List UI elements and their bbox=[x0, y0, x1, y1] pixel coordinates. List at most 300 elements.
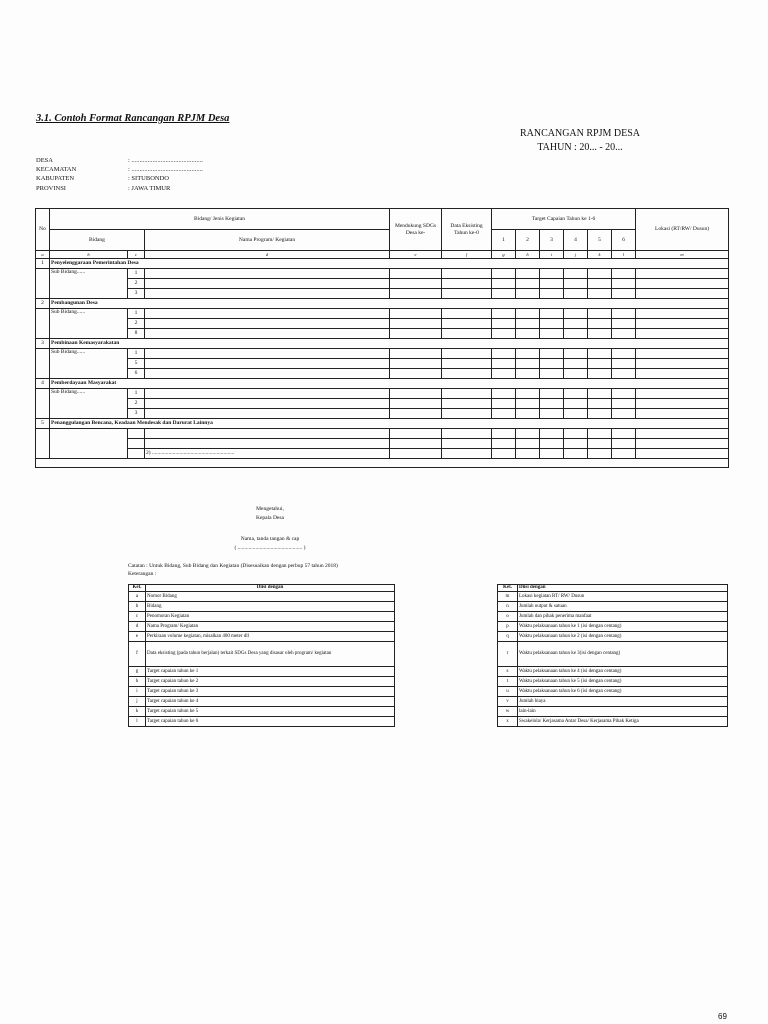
header-year-2: 2 bbox=[516, 230, 540, 251]
column-letter: i bbox=[540, 251, 564, 259]
item-number: 1 bbox=[128, 269, 145, 279]
data-cell bbox=[390, 369, 442, 379]
ket-code: p bbox=[498, 622, 518, 632]
header-lokasi: Lokasi (RT/RW/ Dusun) bbox=[636, 209, 729, 251]
data-cell bbox=[636, 399, 729, 409]
data-cell bbox=[442, 289, 492, 299]
group-number: 2 bbox=[36, 299, 50, 309]
ket-header: Ket. bbox=[129, 585, 146, 592]
column-letter: c bbox=[128, 251, 145, 259]
data-cell bbox=[492, 389, 516, 399]
item-number bbox=[128, 439, 145, 449]
keterangan-row bbox=[498, 707, 728, 717]
data-cell bbox=[612, 389, 636, 399]
data-cell bbox=[564, 429, 588, 439]
data-cell bbox=[540, 269, 564, 279]
data-cell bbox=[516, 359, 540, 369]
data-cell bbox=[540, 399, 564, 409]
header-eksisting: Data Eksisting Tahun ke-0 bbox=[442, 209, 492, 251]
sub-bidang-label: Sub Bidang...... bbox=[50, 309, 128, 339]
ket-code: c bbox=[129, 612, 146, 622]
column-letter: a bbox=[36, 251, 50, 259]
item-number: 1 bbox=[128, 389, 145, 399]
data-cell bbox=[442, 389, 492, 399]
data-cell bbox=[564, 349, 588, 359]
data-cell bbox=[390, 439, 442, 449]
data-cell bbox=[492, 399, 516, 409]
ket-description: Jumlah output & satuan bbox=[518, 602, 728, 612]
ket-description: Target capaian tahun ke 6 bbox=[146, 717, 395, 727]
keterangan-header-row bbox=[498, 585, 728, 592]
data-cell bbox=[390, 399, 442, 409]
keterangan-row bbox=[129, 667, 395, 677]
program-name-cell bbox=[145, 279, 390, 289]
group-name: Pembangunan Desa bbox=[50, 299, 729, 309]
spacer-cell bbox=[36, 269, 50, 299]
keterangan-row bbox=[498, 667, 728, 677]
table-header-row bbox=[36, 230, 729, 251]
item-number: 6 bbox=[128, 369, 145, 379]
keterangan-row bbox=[498, 612, 728, 622]
ket-description: lain-lain bbox=[518, 707, 728, 717]
program-row bbox=[36, 309, 729, 319]
region-info bbox=[36, 156, 203, 193]
data-cell bbox=[588, 269, 612, 279]
data-cell bbox=[516, 319, 540, 329]
group-number: 3 bbox=[36, 339, 50, 349]
data-cell bbox=[612, 439, 636, 449]
column-letter: k bbox=[588, 251, 612, 259]
data-cell bbox=[516, 389, 540, 399]
data-cell bbox=[636, 349, 729, 359]
program-row bbox=[36, 439, 729, 449]
ket-code: a bbox=[129, 592, 146, 602]
info-row-provinsi bbox=[36, 184, 203, 193]
data-cell bbox=[390, 279, 442, 289]
ket-description: Target capaian tahun ke 4 bbox=[146, 697, 395, 707]
info-value: : ............................................ bbox=[128, 166, 203, 174]
data-cell bbox=[516, 399, 540, 409]
ket-description: Bidang bbox=[146, 602, 395, 612]
document-title bbox=[440, 127, 720, 155]
ket-code: k bbox=[129, 707, 146, 717]
group-number: 5 bbox=[36, 419, 50, 429]
item-number: 2 bbox=[128, 319, 145, 329]
ket-code: u bbox=[498, 687, 518, 697]
info-value: : JAWA TIMUR bbox=[128, 184, 171, 192]
keterangan-row bbox=[498, 677, 728, 687]
header-sdgs: Mendukung SDGs Desa ke- bbox=[390, 209, 442, 251]
ket-code: b bbox=[129, 602, 146, 612]
group-row bbox=[36, 419, 729, 429]
data-cell bbox=[390, 329, 442, 339]
info-value: : SITUBONDO bbox=[128, 175, 169, 183]
diisi-header: Diisi dengan bbox=[146, 585, 395, 592]
info-label: PROVINSI bbox=[36, 184, 66, 192]
data-cell bbox=[492, 319, 516, 329]
data-cell bbox=[588, 439, 612, 449]
data-cell bbox=[612, 449, 636, 459]
data-cell bbox=[442, 349, 492, 359]
data-cell bbox=[442, 269, 492, 279]
data-cell bbox=[588, 349, 612, 359]
info-row-kecamatan bbox=[36, 165, 203, 174]
data-cell bbox=[492, 449, 516, 459]
data-cell bbox=[492, 289, 516, 299]
data-cell bbox=[636, 409, 729, 419]
data-cell bbox=[516, 369, 540, 379]
keterangan-row bbox=[129, 612, 395, 622]
approval-signature-label: Nama, tanda tangan & cap bbox=[240, 536, 300, 542]
data-cell bbox=[636, 359, 729, 369]
data-cell bbox=[442, 359, 492, 369]
ket-code: t bbox=[498, 677, 518, 687]
column-letter: m bbox=[636, 251, 729, 259]
column-letter: g bbox=[492, 251, 516, 259]
header-bidang-jenis: Bidang/ Jenis Kegiatan bbox=[50, 209, 390, 230]
header-year-4: 4 bbox=[564, 230, 588, 251]
ket-description: Waktu pelaksanaan tahun ke 5 (isi dengan centang) bbox=[518, 677, 728, 687]
data-cell bbox=[390, 389, 442, 399]
rpjm-table bbox=[35, 208, 729, 468]
keterangan-row bbox=[498, 717, 728, 727]
header-year-3: 3 bbox=[540, 230, 564, 251]
data-cell bbox=[516, 289, 540, 299]
program-row bbox=[36, 289, 729, 299]
ket-description: Swakelola/ Kerjasama Antar Desa/ Kerjasama Pihak Ketiga bbox=[518, 717, 728, 727]
ket-code: j bbox=[129, 697, 146, 707]
keterangan-row bbox=[129, 622, 395, 632]
program-row bbox=[36, 279, 729, 289]
data-cell bbox=[492, 309, 516, 319]
ket-description: Nomor Bidang bbox=[146, 592, 395, 602]
data-cell bbox=[540, 319, 564, 329]
data-cell bbox=[516, 309, 540, 319]
keterangan-row bbox=[498, 632, 728, 642]
data-cell bbox=[442, 309, 492, 319]
data-cell bbox=[390, 359, 442, 369]
data-cell bbox=[588, 329, 612, 339]
keterangan-row bbox=[498, 602, 728, 612]
data-cell bbox=[442, 399, 492, 409]
data-cell bbox=[442, 429, 492, 439]
group-name: Pemberdayaan Masyarakat bbox=[50, 379, 729, 389]
info-value: : ............................................ bbox=[128, 157, 203, 164]
item-number: 3 bbox=[128, 289, 145, 299]
data-cell bbox=[564, 399, 588, 409]
spacer-cell bbox=[36, 349, 50, 379]
data-cell bbox=[588, 409, 612, 419]
data-cell bbox=[564, 389, 588, 399]
ket-description: Jumlah dan pihak penerima manfaat bbox=[518, 612, 728, 622]
data-cell bbox=[540, 289, 564, 299]
header-year-6: 6 bbox=[612, 230, 636, 251]
data-cell bbox=[442, 409, 492, 419]
program-name-cell bbox=[145, 429, 390, 439]
ket-code: s bbox=[498, 667, 518, 677]
ket-description: Target capaian tahun ke 3 bbox=[146, 687, 395, 697]
data-cell bbox=[492, 409, 516, 419]
ket-code: i bbox=[129, 687, 146, 697]
item-number: 1 bbox=[128, 349, 145, 359]
group-row bbox=[36, 339, 729, 349]
ket-code: e bbox=[129, 632, 146, 642]
data-cell bbox=[442, 319, 492, 329]
ket-code: l bbox=[129, 717, 146, 727]
data-cell bbox=[540, 409, 564, 419]
ket-code: o bbox=[498, 612, 518, 622]
group-name: Pembinaan Kemasyarakatan bbox=[50, 339, 729, 349]
data-cell bbox=[442, 439, 492, 449]
spacer-cell bbox=[36, 309, 50, 339]
ket-code: n bbox=[498, 602, 518, 612]
page-number: 69 bbox=[718, 1012, 727, 1021]
header-target: Target Capaian Tahun ke 1-6 bbox=[492, 209, 636, 230]
ket-header: Ket. bbox=[498, 585, 518, 592]
ket-code: d bbox=[129, 622, 146, 632]
program-row bbox=[36, 369, 729, 379]
data-cell bbox=[492, 429, 516, 439]
data-cell bbox=[516, 429, 540, 439]
data-cell bbox=[612, 279, 636, 289]
program-name-cell bbox=[145, 319, 390, 329]
data-cell bbox=[564, 309, 588, 319]
item-number: 8 bbox=[128, 329, 145, 339]
group-number: 4 bbox=[36, 379, 50, 389]
info-label: DESA bbox=[36, 157, 53, 164]
program-name-cell bbox=[145, 309, 390, 319]
sub-bidang-label bbox=[50, 429, 128, 459]
data-cell bbox=[540, 449, 564, 459]
footer-cell bbox=[36, 459, 729, 468]
ket-description: Target capaian tahun ke 1 bbox=[146, 667, 395, 677]
group-row bbox=[36, 259, 729, 269]
ket-description: Waktu pelaksanaan tahun ke 4 (isi dengan centang) bbox=[518, 667, 728, 677]
data-cell bbox=[636, 279, 729, 289]
keterangan-row bbox=[129, 717, 395, 727]
keterangan-row bbox=[129, 677, 395, 687]
program-row bbox=[36, 329, 729, 339]
data-cell bbox=[516, 439, 540, 449]
keterangan-row bbox=[129, 707, 395, 717]
data-cell bbox=[390, 289, 442, 299]
data-cell bbox=[390, 349, 442, 359]
program-row bbox=[36, 389, 729, 399]
keterangan-row bbox=[498, 697, 728, 707]
data-cell bbox=[390, 309, 442, 319]
ket-description: Waktu pelaksanaan tahun ke 3(isi dengan centang) bbox=[518, 642, 728, 667]
item-number bbox=[128, 449, 145, 459]
program-row bbox=[36, 359, 729, 369]
data-cell bbox=[588, 309, 612, 319]
keterangan-row bbox=[129, 602, 395, 612]
sub-bidang-label: Sub Bidang...... bbox=[50, 389, 128, 419]
column-letter: b bbox=[50, 251, 128, 259]
data-cell bbox=[588, 319, 612, 329]
data-cell bbox=[516, 409, 540, 419]
data-cell bbox=[516, 279, 540, 289]
note-block bbox=[128, 563, 338, 578]
data-cell bbox=[636, 319, 729, 329]
data-cell bbox=[540, 369, 564, 379]
ket-description: Waktu pelaksanaan tahun ke 2 (isi dengan centang) bbox=[518, 632, 728, 642]
letter-row bbox=[36, 251, 729, 259]
data-cell bbox=[540, 349, 564, 359]
data-cell bbox=[636, 389, 729, 399]
data-cell bbox=[612, 269, 636, 279]
item-number: 3 bbox=[128, 409, 145, 419]
ket-code: q bbox=[498, 632, 518, 642]
keterangan-row bbox=[129, 632, 395, 642]
data-cell bbox=[492, 269, 516, 279]
data-cell bbox=[588, 279, 612, 289]
data-cell bbox=[612, 359, 636, 369]
data-cell bbox=[390, 409, 442, 419]
program-name-cell bbox=[145, 269, 390, 279]
document-title-line2: TAHUN : 20... - 20... bbox=[537, 142, 623, 153]
data-cell bbox=[588, 389, 612, 399]
column-letter: h bbox=[516, 251, 540, 259]
program-row bbox=[36, 449, 729, 459]
data-cell bbox=[612, 289, 636, 299]
ket-description: Target capaian tahun ke 5 bbox=[146, 707, 395, 717]
ket-description: Target capaian tahun ke 2 bbox=[146, 677, 395, 687]
approval-kepala-desa: Kepala Desa bbox=[256, 514, 284, 521]
data-cell bbox=[492, 349, 516, 359]
program-name-cell: 2) ............................................................ bbox=[145, 449, 390, 459]
data-cell bbox=[564, 319, 588, 329]
data-cell bbox=[612, 399, 636, 409]
data-cell bbox=[540, 429, 564, 439]
keterangan-row bbox=[129, 697, 395, 707]
data-cell bbox=[492, 279, 516, 289]
data-cell bbox=[588, 289, 612, 299]
sub-bidang-label: Sub Bidang...... bbox=[50, 349, 128, 379]
item-number: 2 bbox=[128, 279, 145, 289]
ket-code: r bbox=[498, 642, 518, 667]
data-cell bbox=[564, 269, 588, 279]
keterangan-row bbox=[498, 687, 728, 697]
data-cell bbox=[516, 269, 540, 279]
ket-code: w bbox=[498, 707, 518, 717]
program-name-cell bbox=[145, 369, 390, 379]
header-bidang: Bidang bbox=[50, 230, 145, 251]
ket-description: Waktu pelaksanaan tahun ke 6 (isi dengan centang) bbox=[518, 687, 728, 697]
table-header-row bbox=[36, 209, 729, 230]
column-letter: d bbox=[145, 251, 390, 259]
keterangan-table-left bbox=[128, 584, 395, 727]
approval-block bbox=[200, 505, 340, 552]
data-cell bbox=[636, 309, 729, 319]
item-number: 1 bbox=[128, 309, 145, 319]
program-row bbox=[36, 399, 729, 409]
ket-description: Data eksisting (pada tahun berjalan) terkait SDGs Desa yang disasar oleh program/ kegiatan bbox=[146, 642, 395, 667]
ket-description: Perkiraan volume kegiatan, misalkan 400 meter dll bbox=[146, 632, 395, 642]
program-row bbox=[36, 319, 729, 329]
data-cell bbox=[612, 349, 636, 359]
ket-description: Waktu pelaksanaan tahun ke 1 (isi dengan centang) bbox=[518, 622, 728, 632]
data-cell bbox=[516, 349, 540, 359]
data-cell bbox=[540, 439, 564, 449]
program-name-cell bbox=[145, 349, 390, 359]
catatan-text: Catatan : Untuk Bidang, Sub Bidang dan Kegiatan (Disesuaikan dengan perbup 57 tahun 2018) bbox=[128, 563, 338, 569]
data-cell bbox=[636, 369, 729, 379]
data-cell bbox=[564, 369, 588, 379]
data-cell bbox=[564, 289, 588, 299]
item-number bbox=[128, 429, 145, 439]
data-cell bbox=[564, 329, 588, 339]
data-cell bbox=[636, 289, 729, 299]
program-name-cell bbox=[145, 289, 390, 299]
group-name: Penyelenggaraan Pemerintahan Desa bbox=[50, 259, 729, 269]
keterangan-row bbox=[129, 642, 395, 667]
data-cell bbox=[588, 399, 612, 409]
keterangan-table-right bbox=[497, 584, 728, 727]
info-label: KABUPATEN bbox=[36, 175, 75, 183]
program-name-cell bbox=[145, 329, 390, 339]
data-cell bbox=[636, 449, 729, 459]
info-row-kabupaten bbox=[36, 174, 203, 183]
data-cell bbox=[390, 449, 442, 459]
data-cell bbox=[442, 369, 492, 379]
program-name-cell bbox=[145, 399, 390, 409]
data-cell bbox=[492, 369, 516, 379]
data-cell bbox=[540, 329, 564, 339]
column-letter: l bbox=[612, 251, 636, 259]
ket-description: Penomoran Kegiatan bbox=[146, 612, 395, 622]
data-cell bbox=[540, 359, 564, 369]
data-cell bbox=[564, 439, 588, 449]
ket-code: m bbox=[498, 592, 518, 602]
data-cell bbox=[492, 439, 516, 449]
data-cell bbox=[588, 449, 612, 459]
ket-description: Lokasi kegiatan RT/ RW/ Dusun bbox=[518, 592, 728, 602]
header-year-5: 5 bbox=[588, 230, 612, 251]
program-name-cell bbox=[145, 389, 390, 399]
data-cell bbox=[588, 369, 612, 379]
data-cell bbox=[492, 359, 516, 369]
data-cell bbox=[540, 279, 564, 289]
keterangan-header-row bbox=[129, 585, 395, 592]
approval-name-line: ( ............................................... ) bbox=[234, 544, 306, 551]
group-number: 1 bbox=[36, 259, 50, 269]
data-cell bbox=[612, 409, 636, 419]
column-letter: f bbox=[442, 251, 492, 259]
approval-mengetahui: Mengetahui, bbox=[256, 506, 284, 512]
data-cell bbox=[612, 429, 636, 439]
keterangan-row bbox=[498, 622, 728, 632]
keterangan-row bbox=[129, 687, 395, 697]
ket-code: h bbox=[129, 677, 146, 687]
program-row bbox=[36, 349, 729, 359]
spacer-cell bbox=[36, 429, 50, 459]
column-letter: j bbox=[564, 251, 588, 259]
item-number: 5 bbox=[128, 359, 145, 369]
ket-description: Jumlah biaya bbox=[518, 697, 728, 707]
data-cell bbox=[564, 449, 588, 459]
data-cell bbox=[564, 279, 588, 289]
keterangan-row bbox=[498, 642, 728, 667]
footer-row bbox=[36, 459, 729, 468]
data-cell bbox=[516, 329, 540, 339]
data-cell bbox=[636, 439, 729, 449]
keterangan-row bbox=[129, 592, 395, 602]
ket-code: g bbox=[129, 667, 146, 677]
data-cell bbox=[588, 359, 612, 369]
program-row bbox=[36, 429, 729, 439]
info-row-desa bbox=[36, 156, 203, 165]
ket-code: v bbox=[498, 697, 518, 707]
